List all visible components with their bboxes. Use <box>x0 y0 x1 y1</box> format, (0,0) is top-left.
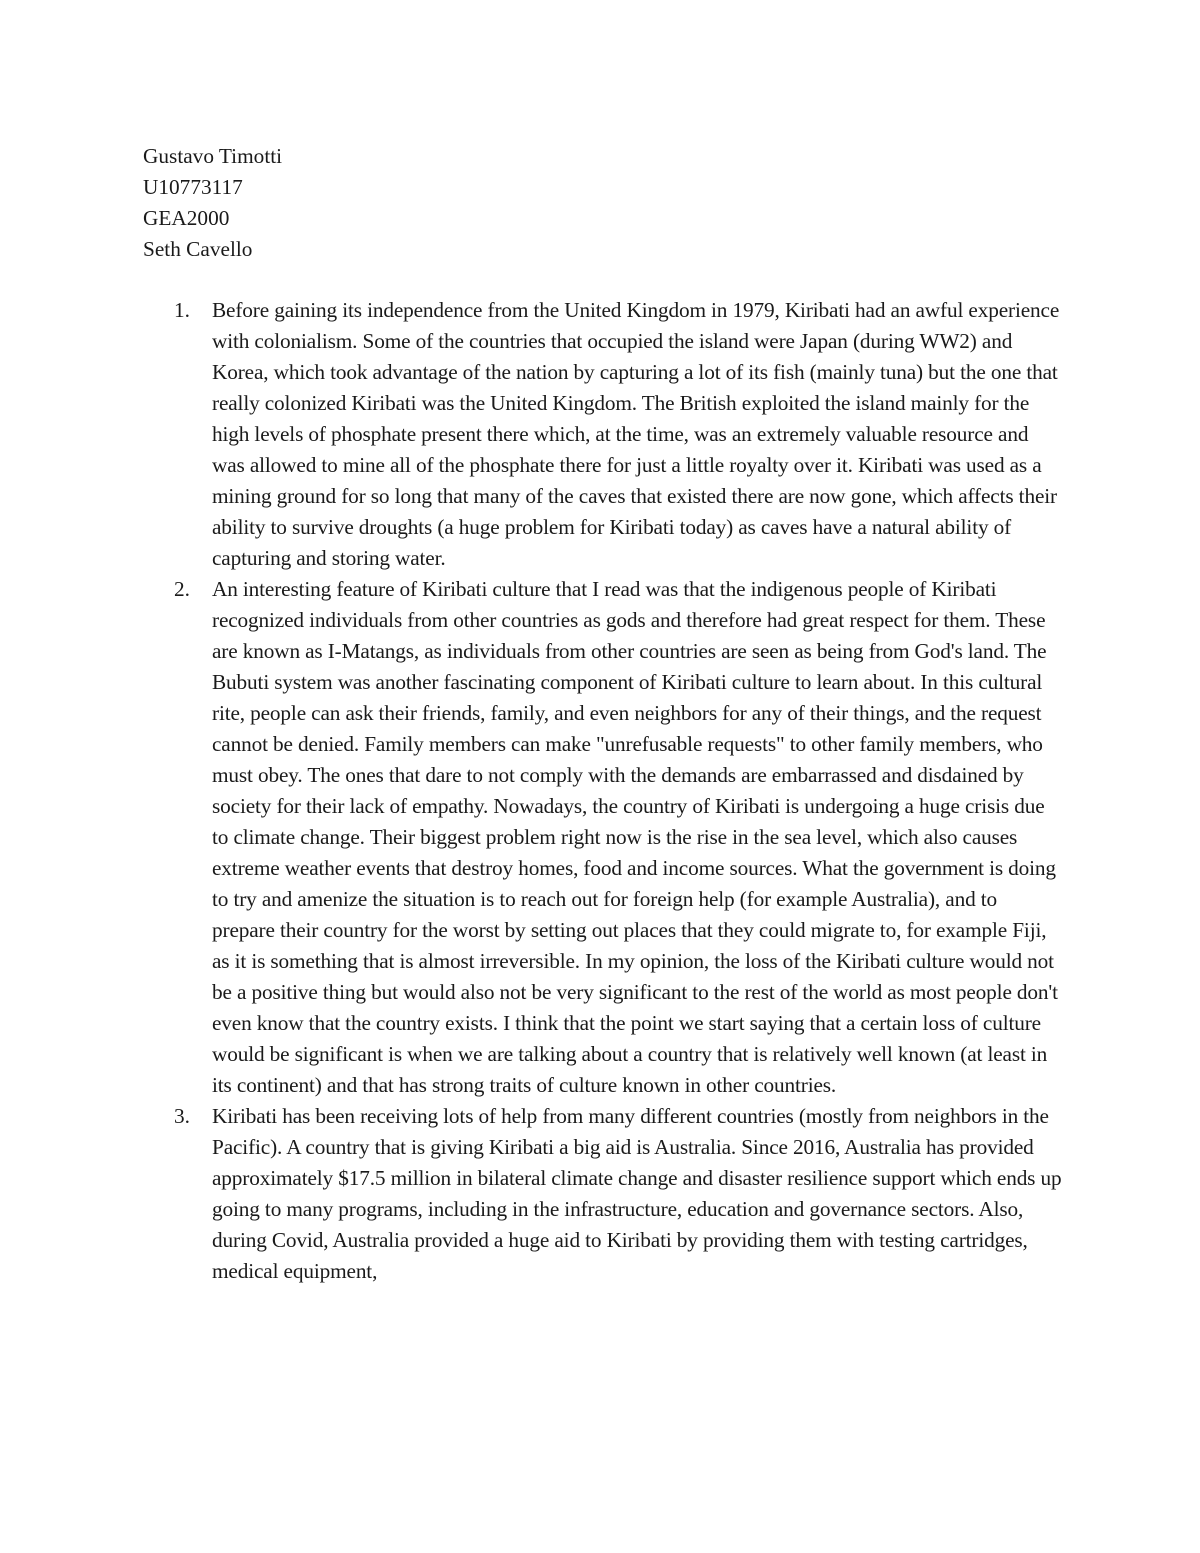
answer-item-2 <box>143 574 1063 1101</box>
answer-text: An interesting feature of Kiribati culture that I read was that the indigenous people of Kiribati recognized individuals from other countries as gods and therefore had great respect for them. These are known as I-Matangs, as individuals from other countries are seen as being from God's land. The Bubuti system was another fascinating component of Kiribati culture to learn about. In this cultural rite, people can ask their friends, family, and even neighbors for any of their things, and the request cannot be denied. Family members can make "unrefusable requests" to other family members, who must obey. The ones that dare to not comply with the demands are embarrassed and disdained by society for their lack of empathy. Nowadays, the country of Kiribati is undergoing a huge crisis due to climate change. Their biggest problem right now is the rise in the sea level, which also causes extreme weather events that destroy homes, food and income sources. What the government is doing to try and amenize the situation is to reach out for foreign help (for example Australia), and to prepare their country for the worst by setting out places that they could migrate to, for example Fiji, as it is something that is almost irreversible. In my opinion, the loss of the Kiribati culture would not be a positive thing but would also not be very significant to the rest of the world as most people don't even know that the country exists. I think that the point we start saying that a certain loss of culture would be significant is when we are talking about a country that is relatively well known (at least in its continent) and that has strong traits of culture known in other countries. <box>212 577 1058 1097</box>
answer-text: Kiribati has been receiving lots of help from many different countries (mostly from neighbors in the Pacific). A country that is giving Kiribati a big aid is Australia. Since 2016, Australia has provided approximately $17.5 million in bilateral climate change and disaster resilience support which ends up going to many programs, including in the infrastructure, education and governance sectors. Also, during Covid, Australia provided a huge aid to Kiribati by providing them with testing cartridges, medical equipment, <box>212 1104 1062 1283</box>
answer-number: 1. <box>174 298 190 322</box>
student-name: Gustavo Timotti <box>143 144 283 168</box>
instructor-name: Seth Cavello <box>143 237 253 261</box>
course-code: GEA2000 <box>143 206 230 230</box>
answer-item-1 <box>143 295 1063 574</box>
answer-item-3 <box>143 1101 1063 1287</box>
answer-text: Before gaining its independence from the United Kingdom in 1979, Kiribati had an awful experience with colonialism. Some of the countries that occupied the island were Japan (during WW2) and Korea, which took advantage of the nation by capturing a lot of its fish (mainly tuna) but the one that really colonized Kiribati was the United Kingdom. The British exploited the island mainly for the high levels of phosphate present there which, at the time, was an extremely valuable resource and was allowed to mine all of the phosphate there for just a little royalty over it. Kiribati was used as a mining ground for so long that many of the caves that existed there are now gone, which affects their ability to survive droughts (a huge problem for Kiribati today) as caves have a natural ability of capturing and storing water. <box>212 298 1060 570</box>
answer-list <box>143 295 1063 1287</box>
answer-number: 3. <box>174 1104 190 1128</box>
student-id: U10773117 <box>143 175 243 199</box>
answer-number: 2. <box>174 577 190 601</box>
header-block <box>143 141 282 265</box>
